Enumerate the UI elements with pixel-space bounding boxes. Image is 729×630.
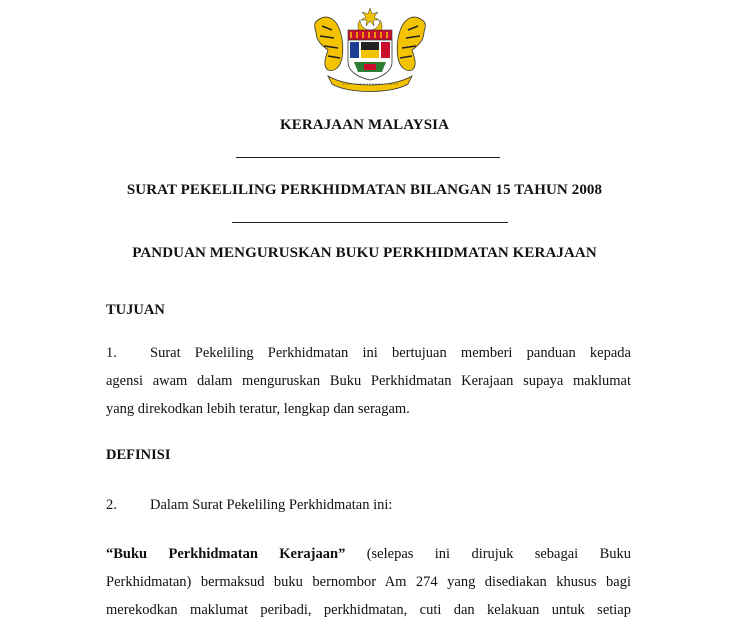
document-subject: PANDUAN MENGURUSKAN BUKU PERKHIDMATAN KERAJAAN bbox=[132, 245, 597, 261]
circular-title: SURAT PEKELILING PERKHIDMATAN BILANGAN 15 TAHUN 2008 bbox=[126, 182, 603, 198]
paragraph-number: 1. bbox=[106, 345, 117, 361]
paragraph-definition-term bbox=[106, 540, 631, 624]
section-heading-purpose: TUJUAN bbox=[106, 302, 165, 318]
paragraph-line: yang direkodkan lebih teratur, lengkap dan seragam. bbox=[106, 401, 410, 417]
country-heading: KERAJAAN MALAYSIA bbox=[279, 117, 450, 133]
paragraph-line: Perkhidmatan) bermaksud buku bernombor Am 274 yang disediakan khusus bagi bbox=[106, 574, 631, 590]
paragraph-number: 2. bbox=[106, 497, 117, 513]
paragraph-line: merekodkan maklumat peribadi, perkhidmatan, cuti dan kelakuan untuk setiap bbox=[106, 602, 631, 618]
divider-line bbox=[232, 222, 508, 223]
paragraph-line: “Buku Perkhidmatan Kerajaan” (selepas ini dirujuk sebagai Buku bbox=[106, 546, 631, 562]
paragraph-line: 1. Surat Pekeliling Perkhidmatan ini bertujuan memberi panduan kepada bbox=[106, 339, 631, 367]
coat-of-arms-icon bbox=[308, 6, 432, 96]
paragraph-purpose bbox=[106, 339, 631, 423]
section-heading-definition: DEFINISI bbox=[106, 447, 171, 463]
paragraph-line: 2. Dalam Surat Pekeliling Perkhidmatan ini: bbox=[106, 491, 631, 519]
defined-term: “Buku Perkhidmatan Kerajaan” bbox=[106, 546, 346, 562]
divider-line bbox=[236, 157, 500, 158]
paragraph-definition-intro bbox=[106, 491, 631, 519]
paragraph-line: agensi awam dalam menguruskan Buku Perkhidmatan Kerajaan supaya maklumat bbox=[106, 373, 631, 389]
